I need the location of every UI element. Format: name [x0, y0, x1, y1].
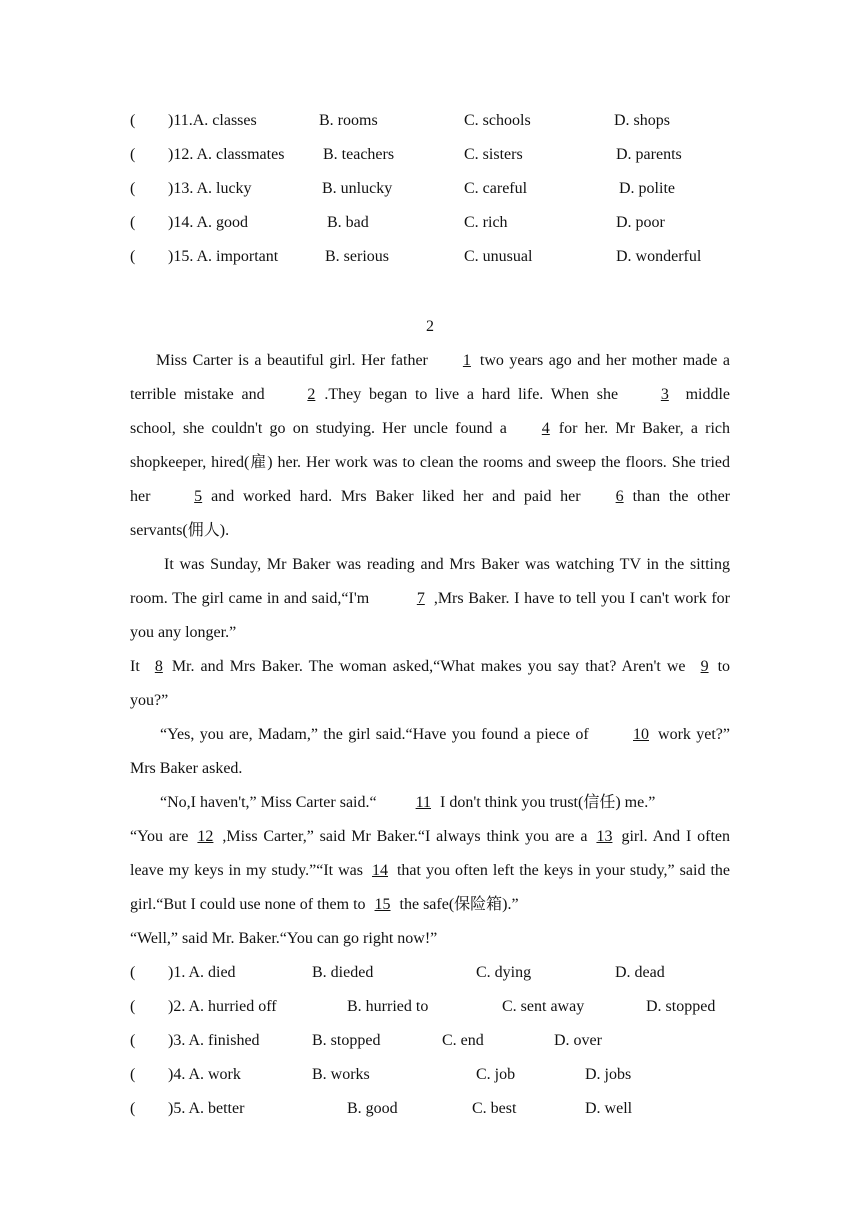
- blank-11: 11: [415, 794, 431, 811]
- question-option-c: C. end: [442, 1032, 484, 1049]
- passage-text: It: [130, 658, 146, 675]
- blank-13: 13: [596, 828, 613, 845]
- answer-bracket: (: [130, 1032, 136, 1049]
- blank-6: 6: [615, 488, 624, 505]
- question-option-a: )5. A. better: [168, 1100, 245, 1117]
- answer-bracket: (: [130, 146, 136, 163]
- question-option-d: D. polite: [619, 180, 675, 197]
- blank-15: 15: [374, 896, 391, 913]
- document-page: [130, 104, 730, 1126]
- question-option-d: D. well: [585, 1100, 633, 1117]
- question-option-d: D. poor: [616, 214, 665, 231]
- passage-paragraph: [130, 718, 730, 786]
- passage-text: “You are: [130, 828, 189, 845]
- passage-text: .They began to live a hard life. When she: [324, 386, 626, 403]
- question-option-b: B. rooms: [319, 112, 378, 129]
- answer-bracket: (: [130, 998, 136, 1015]
- question-row: [130, 956, 730, 990]
- question-option-c: C. best: [472, 1100, 517, 1117]
- spacer: [130, 274, 730, 310]
- question-option-a: )15. A. important: [168, 248, 279, 265]
- question-option-d: D. shops: [614, 112, 671, 129]
- question-option-a: )12. A. classmates: [168, 146, 285, 163]
- question-row: [130, 240, 730, 274]
- answer-bracket: (: [130, 214, 136, 231]
- question-option-b: B. hurried to: [347, 998, 429, 1015]
- passage-text: ,Miss Carter,” said Mr Baker.“I always think you are a: [222, 828, 588, 845]
- question-option-b: B. dieded: [312, 964, 374, 981]
- question-option-b: B. stopped: [312, 1032, 381, 1049]
- passage-text: “No,I haven't,” Miss Carter said.“: [160, 794, 377, 811]
- passage-text: Mr. and Mrs Baker. The woman asked,“What makes you say that? Aren't we: [171, 658, 692, 675]
- passage-text: and worked hard. Mrs Baker liked her and paid her: [211, 488, 581, 505]
- passage-paragraph: [130, 344, 730, 548]
- passage-text: “Yes, you are, Madam,” the girl said.“Have you found a piece of: [160, 726, 595, 743]
- question-option-b: B. works: [312, 1066, 370, 1083]
- question-list-bottom: [130, 956, 730, 1126]
- question-option-a: )4. A. work: [168, 1066, 241, 1083]
- question-option-a: )11.A. classes: [168, 112, 257, 129]
- passage-text: ,Mrs Baker. I have to tell you I can't work for you any longer.”: [130, 590, 731, 641]
- question-option-c: C. unusual: [464, 248, 533, 265]
- question-row: [130, 1092, 730, 1126]
- blank-2: 2: [307, 386, 316, 403]
- passage-paragraph: [130, 786, 730, 820]
- question-row: [130, 172, 730, 206]
- blank-3: 3: [660, 386, 669, 403]
- passage-paragraph: [130, 820, 730, 922]
- passage-text: two years ago and her mother made a terrible mistake and: [130, 352, 730, 403]
- question-row: [130, 104, 730, 138]
- question-option-a: )13. A. lucky: [168, 180, 252, 197]
- answer-bracket: (: [130, 248, 136, 265]
- cloze-passage: [130, 344, 730, 956]
- question-option-c: C. sisters: [464, 146, 523, 163]
- question-option-c: C. schools: [464, 112, 531, 129]
- question-option-c: C. sent away: [502, 998, 585, 1015]
- question-option-c: C. job: [476, 1066, 516, 1083]
- blank-8: 8: [154, 658, 163, 675]
- question-row: [130, 1058, 730, 1092]
- question-option-a: )2. A. hurried off: [168, 998, 277, 1015]
- question-option-d: D. over: [554, 1032, 602, 1049]
- blank-14: 14: [371, 862, 388, 879]
- blank-12: 12: [197, 828, 214, 845]
- passage-text: Miss Carter is a beautiful girl. Her father: [156, 352, 428, 369]
- question-option-d: D. wonderful: [616, 248, 702, 265]
- passage-paragraph: [130, 922, 730, 956]
- passage-paragraph: [130, 548, 730, 650]
- passage-paragraph: [130, 650, 730, 718]
- passage-text: that you often left the keys in your study,” said the girl.“But I could use none of them to: [130, 862, 731, 913]
- question-list-top: [130, 104, 730, 274]
- question-option-d: D. parents: [616, 146, 682, 163]
- question-option-a: )14. A. good: [168, 214, 248, 231]
- blank-10: 10: [633, 726, 650, 743]
- question-option-b: B. serious: [325, 248, 389, 265]
- passage-text: I don't think you trust(信任) me.”: [440, 794, 656, 811]
- question-row: [130, 206, 730, 240]
- passage-text: girl. And I often leave my keys in my study.”“It was: [130, 828, 731, 879]
- question-option-a: )1. A. died: [168, 964, 236, 981]
- blank-7: 7: [416, 590, 425, 607]
- passage-text: the safe(保险箱).”: [399, 896, 519, 913]
- answer-bracket: (: [130, 964, 136, 981]
- question-option-b: B. bad: [327, 214, 369, 231]
- answer-bracket: (: [130, 1066, 136, 1083]
- passage-text: middle school, she couldn't go on studying. Her uncle found a: [130, 386, 731, 437]
- passage-text: “Well,” said Mr. Baker.“You can go right now!”: [130, 930, 438, 947]
- section-number: 2: [426, 318, 434, 335]
- question-option-d: D. stopped: [646, 998, 716, 1015]
- passage-text: It was Sunday, Mr Baker was reading and Mrs Baker was watching TV in the sitting room. The girl came in and said,“I'm: [130, 556, 730, 607]
- question-option-c: C. dying: [476, 964, 532, 981]
- question-option-a: )3. A. finished: [168, 1032, 260, 1049]
- question-option-b: B. teachers: [323, 146, 395, 163]
- answer-bracket: (: [130, 180, 136, 197]
- question-row: [130, 138, 730, 172]
- question-row: [130, 1024, 730, 1058]
- blank-4: 4: [541, 420, 550, 437]
- question-option-b: B. unlucky: [322, 180, 393, 197]
- question-option-b: B. good: [347, 1100, 398, 1117]
- answer-bracket: (: [130, 1100, 136, 1117]
- blank-1: 1: [462, 352, 471, 369]
- passage-text: for her. Mr Baker, a rich shopkeeper, hired(雇) her. Her work was to clean the rooms and sweep the floors. She tried her: [130, 420, 731, 505]
- question-option-c: C. careful: [464, 180, 528, 197]
- blank-9: 9: [700, 658, 709, 675]
- question-row: [130, 990, 730, 1024]
- question-option-d: D. dead: [615, 964, 665, 981]
- blank-5: 5: [194, 488, 203, 505]
- passage-text: work yet?” Mrs Baker asked.: [130, 726, 730, 777]
- question-option-d: D. jobs: [585, 1066, 632, 1083]
- passage-text: than the other servants(佣人).: [130, 488, 731, 539]
- passage-text: to you?”: [130, 658, 731, 709]
- answer-bracket: (: [130, 112, 136, 129]
- question-option-c: C. rich: [464, 214, 508, 231]
